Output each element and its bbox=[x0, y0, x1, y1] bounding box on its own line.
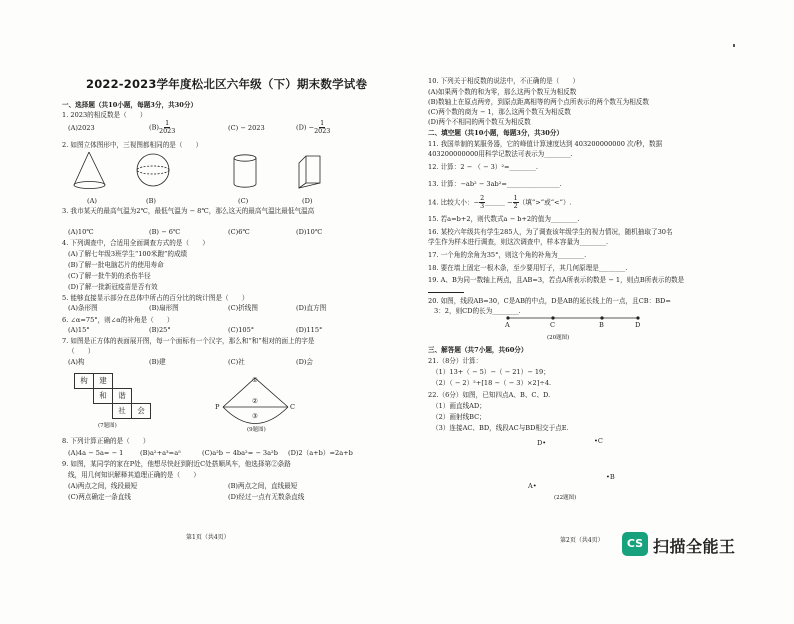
fig9-route-2: ② bbox=[252, 397, 258, 405]
question-10: 10. 下列关于相反数的说法中，不正确的是（ ） bbox=[428, 77, 580, 85]
question-11-cont: 403200000000用科学记数法可表示为________. bbox=[428, 150, 573, 158]
fig9-point-c: C bbox=[290, 403, 296, 411]
q10-option-b: (B)数轴上在原点两旁，到原点距离相等的两个点所表示的两个数互为相反数 bbox=[428, 98, 649, 106]
q9-option-c: (C)两点确定一条直线 bbox=[68, 493, 131, 501]
question-6: 6. ∠α=75°，则∠α的补角是（ ） bbox=[62, 316, 174, 324]
net-cell: 和 bbox=[93, 388, 113, 404]
question-7-cont: （ ） bbox=[68, 347, 95, 355]
fig9-point-p: P bbox=[215, 403, 220, 411]
fig22-point-b: •B bbox=[606, 473, 615, 481]
camscanner-watermark bbox=[622, 532, 750, 556]
right-column bbox=[420, 0, 750, 624]
page-title: 2022-2023学年度松北区六年级（下）期末数学试卷 bbox=[86, 77, 368, 91]
q8-option-c: (C)a²b − 4ba²= − 3a²b bbox=[202, 449, 278, 457]
question-21-part-2: （2）（ − 2）²+[18 −（ − 3）×2]÷4. bbox=[432, 379, 552, 387]
question-22-part-2: （2）画射线BC； bbox=[432, 413, 486, 421]
fig22-point-c: •C bbox=[594, 437, 603, 445]
q8-option-d: (D)2（a+b）=2a+b bbox=[288, 449, 353, 457]
q9-option-d: (D)经过一点有无数条直线 bbox=[228, 493, 305, 501]
question-11: 11. 我国单制的某服务器，它的峰值计算速度达到 403200000000 次/秒，数据 bbox=[428, 140, 663, 148]
fig9-route-1: ① bbox=[252, 376, 258, 384]
q4-option-b: (B)了解一批电脑芯片的使用寿命 bbox=[68, 261, 164, 269]
q2-label-a: (A) bbox=[87, 197, 97, 205]
net-cell: 会 bbox=[131, 403, 151, 419]
question-1: 1. 2023的相反数是（ ） bbox=[62, 111, 147, 119]
question-22-part-1: （1）画直线AD； bbox=[432, 402, 486, 410]
question-4: 4. 下列调查中，合适用全面调查方式的是（ ） bbox=[62, 239, 209, 247]
fig20-segment bbox=[420, 0, 750, 624]
fig22-caption: (22题图) bbox=[554, 495, 577, 501]
camscanner-logo-icon: CS bbox=[622, 532, 648, 556]
q9-option-a: (A)两点之间，线段最短 bbox=[68, 482, 138, 490]
watermark-text: 扫描全能王 bbox=[653, 537, 736, 556]
q5-option-b: (B)扇形图 bbox=[149, 304, 179, 312]
q6-option-c: (C)105° bbox=[228, 326, 255, 334]
q7-option-a: (A)构 bbox=[68, 358, 85, 366]
q5-option-a: (A)条形图 bbox=[68, 304, 98, 312]
fig22-point-a: A• bbox=[528, 482, 537, 490]
fig9-route-3: ③ bbox=[252, 412, 258, 420]
q2-label-c: (C) bbox=[238, 197, 249, 205]
page-footer-right: 第2页（共4页） bbox=[560, 537, 604, 544]
q3-option-c: (C)6℃ bbox=[228, 228, 250, 236]
question-22-part-3: （3）连接AC、BD，线段AC与BD相交于点E. bbox=[432, 424, 569, 432]
q10-option-c: (C)两个数的商为 − 1，那么这两个数互为相反数 bbox=[428, 108, 571, 116]
q2-label-d: (D) bbox=[302, 197, 313, 205]
q4-option-a: (A)了解七年级3班学生“100米跑”的成绩 bbox=[68, 250, 188, 258]
q10-option-a: (A)如果两个数的和为零，那么这两个数互为相反数 bbox=[428, 88, 577, 96]
q1-option-c: (C) − 2023 bbox=[228, 124, 265, 132]
net-cell: 建 bbox=[93, 373, 113, 389]
fig9-caption: (9题图) bbox=[247, 427, 266, 433]
section-1-heading: 一、选择题（共10小题，每题3分，共30分） bbox=[62, 101, 198, 109]
page-footer-left: 第1页（共4页） bbox=[186, 534, 230, 541]
question-9-cont: 线，用几何知识解释其道理正确的是（ ） bbox=[68, 471, 200, 479]
question-17: 17. 一个角的余角为35°，则这个角的补角为________. bbox=[428, 251, 587, 259]
q1-option-b: (B) $\frac{1}{2023}$ bbox=[149, 119, 176, 135]
fig7-caption: (7题图) bbox=[98, 423, 117, 429]
q6-option-d: (D)115° bbox=[296, 326, 323, 334]
fig20-point-a: A bbox=[505, 321, 510, 329]
q7-option-c: (C)社 bbox=[228, 358, 245, 366]
q8-option-a: (A)4a − 5a= − 1 bbox=[68, 449, 124, 457]
q6-option-b: (B)25° bbox=[149, 326, 171, 334]
question-15: 15. 若a=b+2，则代数式a − b+2的值为________. bbox=[428, 215, 580, 223]
question-8: 8. 下列计算正确的是（ ） bbox=[62, 437, 150, 445]
question-12: 12. 计算：2 − （ − 3）²=________. bbox=[428, 163, 539, 171]
fig20-point-b: B bbox=[599, 321, 604, 329]
q4-option-c: (C)了解一批牛奶的杀伤半径 bbox=[68, 272, 151, 280]
q3-option-b: (B) − 6℃ bbox=[149, 228, 181, 236]
fig20-point-c: C bbox=[550, 321, 556, 329]
question-7: 7. 如图是正方体的表面展开图，每一个面标有一个汉字，那么和“和”相对的面上的字是 bbox=[62, 337, 315, 345]
net-cell: 社 bbox=[112, 403, 132, 419]
q3-option-d: (D)10℃ bbox=[296, 228, 323, 236]
fig9-paths bbox=[58, 0, 398, 624]
question-13: 13. 计算：−ab² − 3ab²=________________. bbox=[428, 180, 562, 188]
left-column bbox=[58, 0, 398, 624]
question-20-cont: 3：2，则CD的长为________. bbox=[434, 307, 521, 315]
fig22-point-d: D• bbox=[537, 439, 547, 447]
question-20: 20. 如图，线段AB=30，C是AB的中点，D是AB的延长线上的一点，且CB：BD= bbox=[428, 297, 671, 305]
q5-option-c: (C)折线图 bbox=[228, 304, 258, 312]
question-14: 14. 比较大小：− $\frac{2}{3}$ ______ − $\frac{1}{2}$ （填“>”或“<”）. bbox=[428, 194, 572, 210]
question-21: 21.（8分）计算： bbox=[428, 357, 483, 365]
question-22: 22.（6分）如图，已知四点A、B、C、D. bbox=[428, 391, 551, 399]
q8-option-b: (B)a²+a³=a⁵ bbox=[140, 449, 181, 457]
q7-option-b: (B)建 bbox=[149, 358, 166, 366]
q4-option-d: (D)了解一批新冠疫苗是否有效 bbox=[68, 283, 158, 291]
question-16-cont: 学生作为样本进行调查，则这次调查中，样本容量为________. bbox=[428, 238, 609, 246]
question-16: 16. 某校六年级共有学生285人，为了调查该年级学生的视力情况，随机抽取了30名 bbox=[428, 228, 673, 236]
q2-label-b: (B) bbox=[146, 197, 156, 205]
question-2: 2. 如图立体图形中，三视图都相同的是（ ） bbox=[62, 141, 203, 149]
fig20-point-d: D bbox=[635, 321, 641, 329]
q7-option-d: (D)会 bbox=[296, 358, 314, 366]
net-cell: 谐 bbox=[112, 388, 132, 404]
question-3: 3. 我市某天的最高气温为2℃，最低气温为 − 8℃，那么这天的最高气温比最低气温高 bbox=[62, 207, 315, 215]
q10-option-d: (D)两个不相同的两个数互为相反数 bbox=[428, 118, 531, 126]
question-5: 5. 能够直接显示部分在总体中所占的百分比的统计图是（ ） bbox=[62, 294, 249, 302]
q6-option-a: (A)15° bbox=[68, 326, 90, 334]
net-cell: 构 bbox=[74, 373, 94, 389]
fig20-caption: (20题图) bbox=[547, 335, 570, 341]
q3-option-a: (A)10℃ bbox=[68, 228, 94, 236]
q5-option-d: (D)直方图 bbox=[296, 304, 327, 312]
section-2-heading: 二、填空题（共10小题，每题3分，共30分） bbox=[428, 129, 564, 137]
question-18: 18. 要在墙上固定一根木条，至少要用钉子，其几何原理是________. bbox=[428, 264, 628, 272]
question-9: 9. 如图，某同学的家在P处，他想尽快赶到附近C处搭顺风车，他选择第②条路 bbox=[62, 460, 291, 468]
q9-option-b: (B)两点之间，直线最短 bbox=[228, 482, 298, 490]
section-3-heading: 三、解答题（共7小题，共60分） bbox=[428, 346, 528, 354]
question-21-part-1: （1）13+（ − 5）−（ − 21）− 19； bbox=[432, 368, 550, 376]
q1-option-d: (D) − $\frac{1}{2023}$ bbox=[296, 119, 331, 135]
question-19: 19. A、B为同一数轴上两点，且AB=3，若点A所表示的数是 − 1，则点B所表示的数是 bbox=[428, 276, 685, 284]
q1-option-a: (A)2023 bbox=[68, 124, 95, 132]
